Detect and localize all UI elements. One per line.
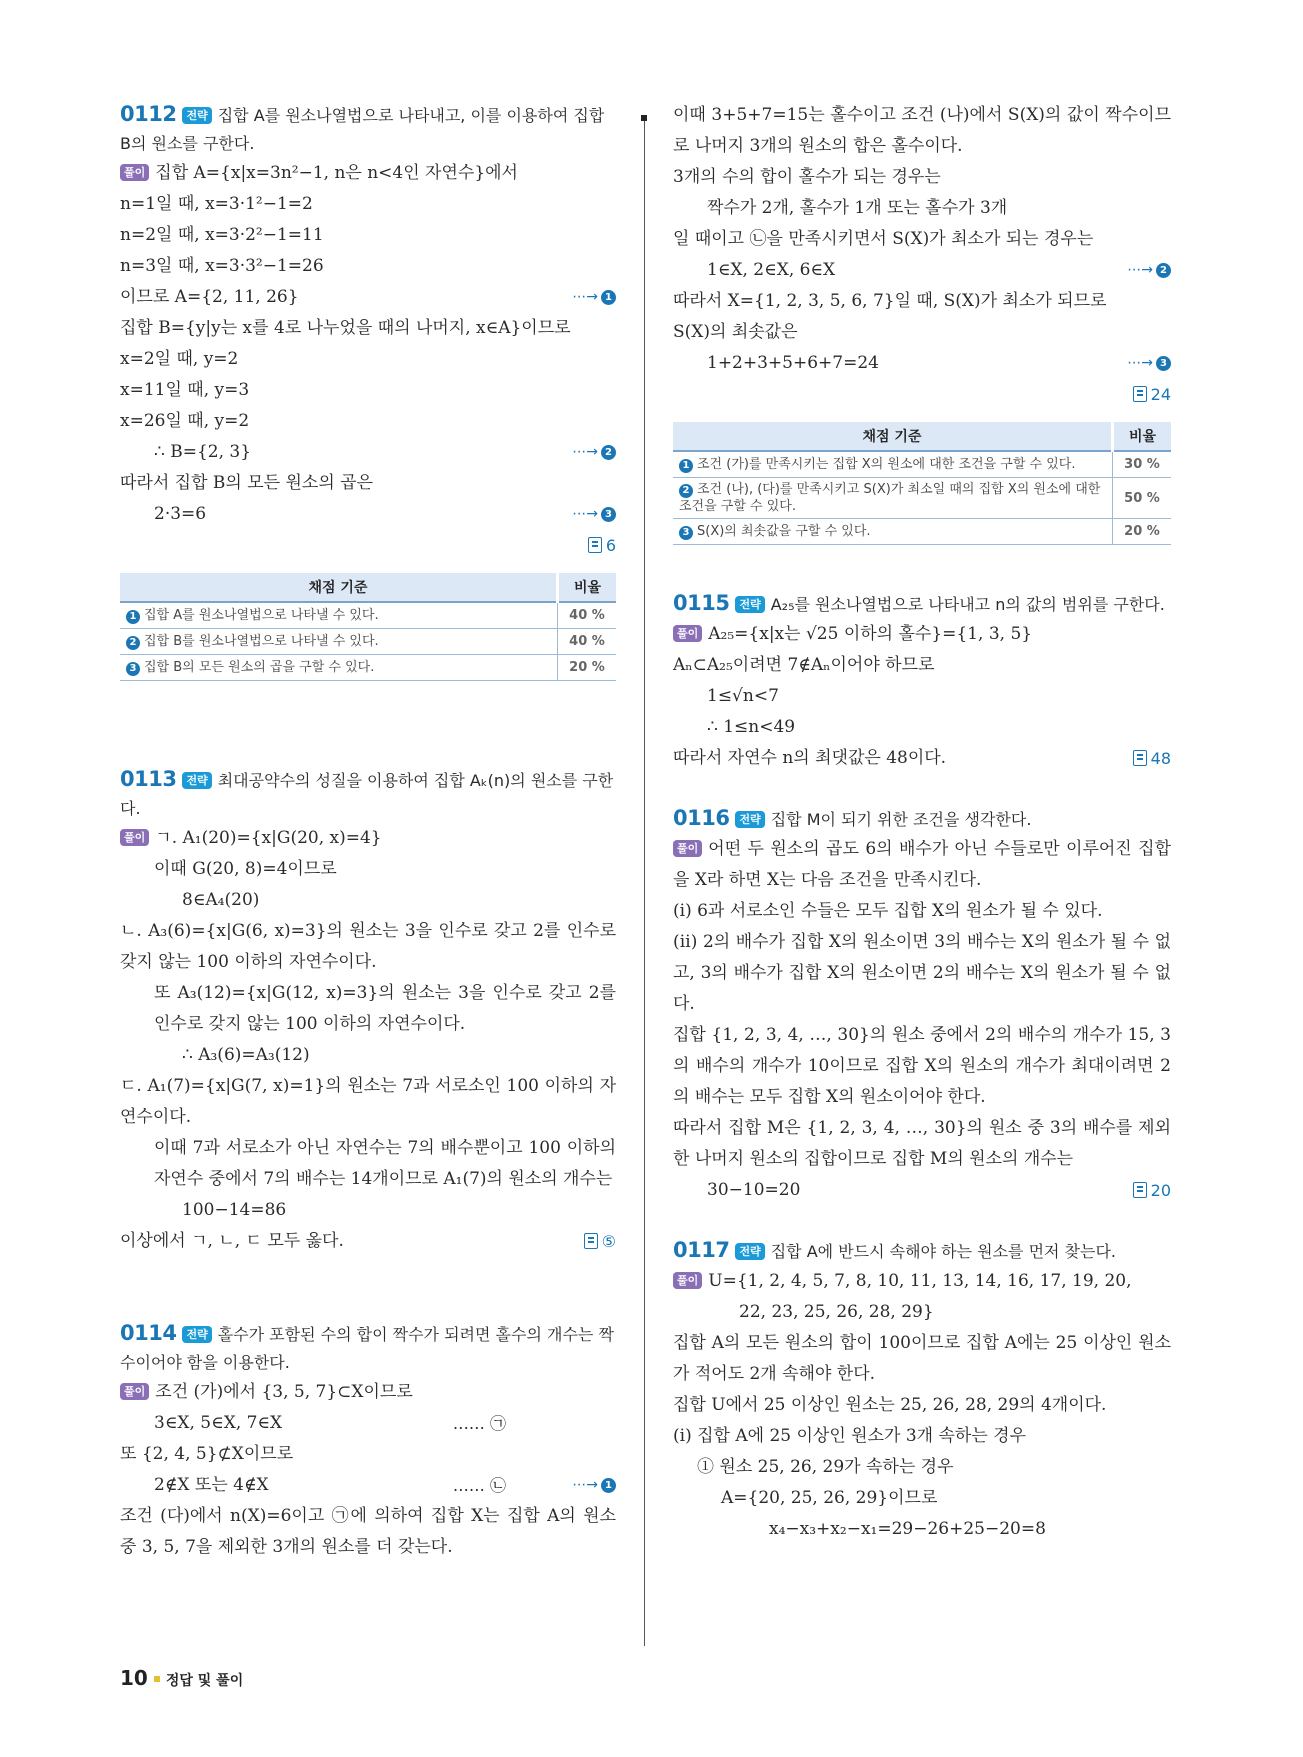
solution-line: 풀이 U={1, 2, 4, 5, 7, 8, 10, 11, 13, 14, 16, 17, 19, 20, xyxy=(673,1266,1171,1297)
problem-number: 0115 xyxy=(673,591,730,615)
problem-0117 xyxy=(673,1236,1171,1545)
solution-line: (ⅱ) 2의 배수가 집합 X의 원소이면 3의 배수는 X의 원소가 될 수 없고, 3의 배수가 집합 X의 원소이면 2의 배수는 X의 원소가 될 수 없다. xyxy=(673,932,1171,1014)
strategy-text: 집합 A를 원소나열법으로 나타내고, 이를 이용하여 집합 B의 원소를 구한다. xyxy=(120,106,605,153)
solution-line: 이상에서 ㄱ, ㄴ, ㄷ 모두 옳다. ⑤ xyxy=(120,1226,616,1257)
left-column xyxy=(120,100,616,1563)
strategy-tag: 전략 xyxy=(735,596,764,613)
solution-line: 집합 {1, 2, 3, 4, …, 30}의 원소 중에서 2의 배수의 개수가 15, 3의 배수의 개수가 10이므로 집합 X의 원소의 개수가 최대이려면 2의 배수는 모두 집합 X의 원소이어야 한다. xyxy=(673,1025,1171,1107)
problem-0113 xyxy=(120,765,616,1257)
problem-number: 0113 xyxy=(120,767,177,791)
section-title: 정답 및 풀이 xyxy=(165,1673,244,1689)
solution-tag: 풀이 xyxy=(120,1383,149,1400)
solution-line: ① 원소 25, 26, 29가 속하는 경우 xyxy=(697,1457,954,1477)
solution-line: 따라서 집합 M은 {1, 2, 3, 4, …, 30}의 원소 중 3의 배수를 제외한 나머지 원소의 집합이므로 집합 M의 원소의 개수는 xyxy=(673,1118,1171,1169)
answer-box-icon xyxy=(1133,386,1147,402)
strategy-tag: 전략 xyxy=(182,107,211,124)
table-row: 2 조건 (나), (다)를 만족시키고 S(X)가 최소일 때의 집합 X의 원소에 대한 조건을 구할 수 있다. 50 % xyxy=(673,478,1171,519)
strategy-text: 집합 M이 되기 위한 조건을 생각한다. xyxy=(770,810,1032,829)
problem-0114-continued xyxy=(673,100,1171,545)
solution-line: 풀이 조건 (가)에서 {3, 5, 7}⊂X이므로 xyxy=(120,1377,616,1408)
table-row: 1 집합 A를 원소나열법으로 나타낼 수 있다. 40 % xyxy=(120,602,616,629)
condition-mark: …… ㉡ xyxy=(452,1476,506,1495)
answer: ⑤ xyxy=(584,1226,616,1257)
solution-line: 1≤√n<7 xyxy=(707,686,779,706)
strategy-tag: 전략 xyxy=(735,1243,764,1260)
grading-header-criteria: 채점 기준 xyxy=(120,573,558,602)
solution-line: S(X)의 최솟값은 xyxy=(673,322,798,342)
answer: 20 xyxy=(1133,1175,1171,1206)
grading-table xyxy=(120,573,616,681)
strategy-tag: 전략 xyxy=(182,772,211,789)
solution-line: n=3일 때, x=3·3²−1=26 xyxy=(120,256,324,276)
strategy-text: 홀수가 포함된 수의 합이 짝수가 되려면 홀수의 개수는 짝수이어야 함을 이용한다. xyxy=(120,1325,614,1372)
page-footer xyxy=(120,1666,243,1690)
step-circle-icon: 3 xyxy=(1156,356,1171,371)
problem-number: 0112 xyxy=(120,102,177,126)
step-circle-icon: 1 xyxy=(601,290,616,305)
table-row: 3 집합 B의 모든 원소의 곱을 구할 수 있다. 20 % xyxy=(120,655,616,681)
solution-line: 따라서 집합 B의 모든 원소의 곱은 xyxy=(120,473,373,493)
problem-heading xyxy=(673,589,1171,619)
solution-line: 풀이 어떤 두 원소의 곱도 6의 배수가 아닌 수들로만 이루어진 집합을 X라 하면 X는 다음 조건을 만족시킨다. xyxy=(673,839,1171,890)
step-circle-icon: 3 xyxy=(126,662,140,676)
answer-box-icon xyxy=(584,1233,598,1249)
table-row: 3 S(X)의 최솟값을 구할 수 있다. 20 % xyxy=(673,519,1171,545)
solution-line: 또 A₃(12)={x|G(12, x)=3}의 원소는 3을 인수로 갖고 2를 인수로 갖지 않는 100 이하의 자연수이다. xyxy=(154,983,616,1034)
solution-tag: 풀이 xyxy=(120,164,149,181)
answer: 6 xyxy=(588,530,616,561)
answer: 48 xyxy=(1133,743,1171,774)
solution-line: 일 때이고 ㉡을 만족시키면서 S(X)가 최소가 되는 경우는 xyxy=(673,229,1094,249)
step-marker: ⋯→ 3 xyxy=(572,499,616,530)
solution-line: x=11일 때, y=3 xyxy=(120,380,250,400)
solution-line: 30−10=20 20 xyxy=(673,1175,1171,1206)
solution-line: 집합 A의 모든 원소의 합이 100이므로 집합 A에는 25 이상인 원소가 적어도 2개 속해야 한다. xyxy=(673,1333,1171,1384)
column-divider-dot xyxy=(641,115,647,121)
solution-line: 2∉X 또는 4∉X …… ㉡ ⋯→ 1 xyxy=(120,1470,616,1501)
solution-line: x₄−x₃+x₂−x₁=29−26+25−20=8 xyxy=(769,1519,1046,1539)
problem-heading xyxy=(673,804,1171,834)
solution-line: 풀이 집합 A={x|x=3n²−1, n은 n<4인 자연수}에서 xyxy=(120,158,616,189)
problem-0112 xyxy=(120,100,616,681)
strategy-tag: 전략 xyxy=(735,811,764,828)
grading-table xyxy=(673,422,1171,545)
solution-line: 이때 7과 서로소가 아닌 자연수는 7의 배수뿐이고 100 이하의 자연수 중에서 7의 배수는 14개이므로 A₁(7)의 원소의 개수는 xyxy=(154,1138,616,1189)
answer-line xyxy=(120,530,616,561)
solution-line: Aₙ⊂A₂₅이려면 7∉Aₙ이어야 하므로 xyxy=(673,655,935,675)
solution-line: 1+2+3+5+6+7=24 ⋯→ 3 xyxy=(673,348,1171,379)
solution-line: 집합 U에서 25 이상인 원소는 25, 26, 28, 29의 4개이다. xyxy=(673,1395,1107,1415)
solution-line: ∴ 1≤n<49 xyxy=(707,717,796,737)
solution-line: ㄴ. A₃(6)={x|G(6, x)=3}의 원소는 3을 인수로 갖고 2를 인수로 갖지 않는 100 이하의 자연수이다. xyxy=(120,921,616,972)
grading-header-criteria: 채점 기준 xyxy=(673,422,1113,451)
solution-line: 따라서 X={1, 2, 3, 5, 6, 7}일 때, S(X)가 최소가 되므로 xyxy=(673,291,1107,311)
solution-line: n=2일 때, x=3·2²−1=11 xyxy=(120,225,324,245)
solution-line: 이때 3+5+7=15는 홀수이고 조건 (나)에서 S(X)의 값이 짝수이므로 나머지 3개의 원소의 합은 홀수이다. xyxy=(673,105,1171,156)
condition-mark: …… ㉠ xyxy=(452,1414,506,1433)
step-circle-icon: 2 xyxy=(679,484,693,498)
strategy-text: A₂₅를 원소나열법으로 나타내고 n의 값의 범위를 구한다. xyxy=(770,595,1165,614)
step-circle-icon: 3 xyxy=(679,526,693,540)
solution-tag: 풀이 xyxy=(120,829,149,846)
problem-number: 0114 xyxy=(120,1321,177,1345)
problem-heading xyxy=(120,1319,616,1377)
solution-line: 풀이 ㄱ. A₁(20)={x|G(20, x)=4} xyxy=(120,823,616,854)
solution-line: ∴ A₃(6)=A₃(12) xyxy=(182,1045,310,1065)
answer: 24 xyxy=(1133,379,1171,410)
problem-0114 xyxy=(120,1319,616,1563)
solution-line: 따라서 자연수 n의 최댓값은 48이다. 48 xyxy=(673,743,1171,774)
step-circle-icon: 1 xyxy=(126,610,140,624)
step-circle-icon: 3 xyxy=(601,507,616,522)
grading-header-ratio: 비율 xyxy=(558,573,617,602)
solution-tag: 풀이 xyxy=(673,625,702,642)
solution-line: A={20, 25, 26, 29}이므로 xyxy=(721,1488,938,1508)
footer-square-icon xyxy=(154,1676,160,1682)
solution-tag: 풀이 xyxy=(673,1272,702,1289)
strategy-tag: 전략 xyxy=(182,1326,211,1343)
solution-line: ㄷ. A₁(7)={x|G(7, x)=1}의 원소는 7과 서로소인 100 이하의 자연수이다. xyxy=(120,1076,616,1127)
strategy-text: 집합 A에 반드시 속해야 하는 원소를 먼저 찾는다. xyxy=(770,1242,1117,1261)
solution-line: 이므로 A={2, 11, 26} ⋯→ 1 xyxy=(120,282,616,313)
step-marker: ⋯→ 2 xyxy=(1127,255,1171,286)
step-circle-icon: 1 xyxy=(679,459,693,473)
solution-line: x=26일 때, y=2 xyxy=(120,411,250,431)
step-marker: ⋯→ 1 xyxy=(572,282,616,313)
column-divider xyxy=(644,118,645,1646)
step-circle-icon: 2 xyxy=(1156,263,1171,278)
solution-line: 2·3=6 ⋯→ 3 xyxy=(120,499,616,530)
answer-box-icon xyxy=(588,537,602,553)
problem-number: 0116 xyxy=(673,806,730,830)
strategy-text: 최대공약수의 성질을 이용하여 집합 Aₖ(n)의 원소를 구한다. xyxy=(120,771,614,818)
grading-header-ratio: 비율 xyxy=(1113,422,1172,451)
problem-heading xyxy=(120,100,616,158)
solution-line: 3∈X, 5∈X, 7∈X …… ㉠ xyxy=(120,1408,616,1439)
problem-heading xyxy=(120,765,616,823)
right-column xyxy=(673,100,1171,1545)
solution-line: 집합 B={y|y는 x를 4로 나누었을 때의 나머지, x∈A}이므로 xyxy=(120,318,571,338)
step-marker: ⋯→ 3 xyxy=(1127,348,1171,379)
answer-box-icon xyxy=(1133,750,1147,766)
solution-line: 조건 (다)에서 n(X)=6이고 ㉠에 의하여 집합 X는 집합 A의 원소 중 3, 5, 7을 제외한 3개의 원소를 더 갖는다. xyxy=(120,1506,616,1557)
solution-line: 22, 23, 25, 26, 28, 29} xyxy=(739,1302,934,1322)
step-circle-icon: 2 xyxy=(126,636,140,650)
solution-line: (ⅰ) 집합 A에 25 이상인 원소가 3개 속하는 경우 xyxy=(673,1426,1026,1446)
problem-0116 xyxy=(673,804,1171,1206)
page-number: 10 xyxy=(120,1666,148,1690)
solution-line: 이때 G(20, 8)=4이므로 xyxy=(154,859,337,879)
step-circle-icon: 1 xyxy=(601,1478,616,1493)
table-row: 2 집합 B를 원소나열법으로 나타낼 수 있다. 40 % xyxy=(120,629,616,655)
step-circle-icon: 2 xyxy=(601,445,616,460)
problem-0115 xyxy=(673,589,1171,774)
table-row: 1 조건 (가)를 만족시키는 집합 X의 원소에 대한 조건을 구할 수 있다. 30 % xyxy=(673,451,1171,478)
step-marker: ⋯→ 1 xyxy=(572,1470,616,1501)
answer-line xyxy=(673,379,1171,410)
problem-heading xyxy=(673,1236,1171,1266)
solution-line: 풀이 A₂₅={x|x는 √25 이하의 홀수}={1, 3, 5} xyxy=(673,619,1171,650)
step-marker: ⋯→ 2 xyxy=(572,437,616,468)
solution-line: 짝수가 2개, 홀수가 1개 또는 홀수가 3개 xyxy=(707,198,1008,218)
solution-line: (ⅰ) 6과 서로소인 수들은 모두 집합 X의 원소가 될 수 있다. xyxy=(673,901,1103,921)
problem-number: 0117 xyxy=(673,1238,730,1262)
solution-tag: 풀이 xyxy=(673,840,702,857)
solution-line: n=1일 때, x=3·1²−1=2 xyxy=(120,194,313,214)
solution-line: 또 {2, 4, 5}⊄X이므로 xyxy=(120,1444,294,1464)
solution-line: 100−14=86 xyxy=(182,1200,287,1220)
solution-line: 1∈X, 2∈X, 6∈X ⋯→ 2 xyxy=(673,255,1171,286)
solution-line: 8∈A₄(20) xyxy=(182,890,260,910)
solution-line: ∴ B={2, 3} ⋯→ 2 xyxy=(120,437,616,468)
solution-line: x=2일 때, y=2 xyxy=(120,349,239,369)
answer-box-icon xyxy=(1133,1182,1147,1198)
solution-line: 3개의 수의 합이 홀수가 되는 경우는 xyxy=(673,167,941,187)
